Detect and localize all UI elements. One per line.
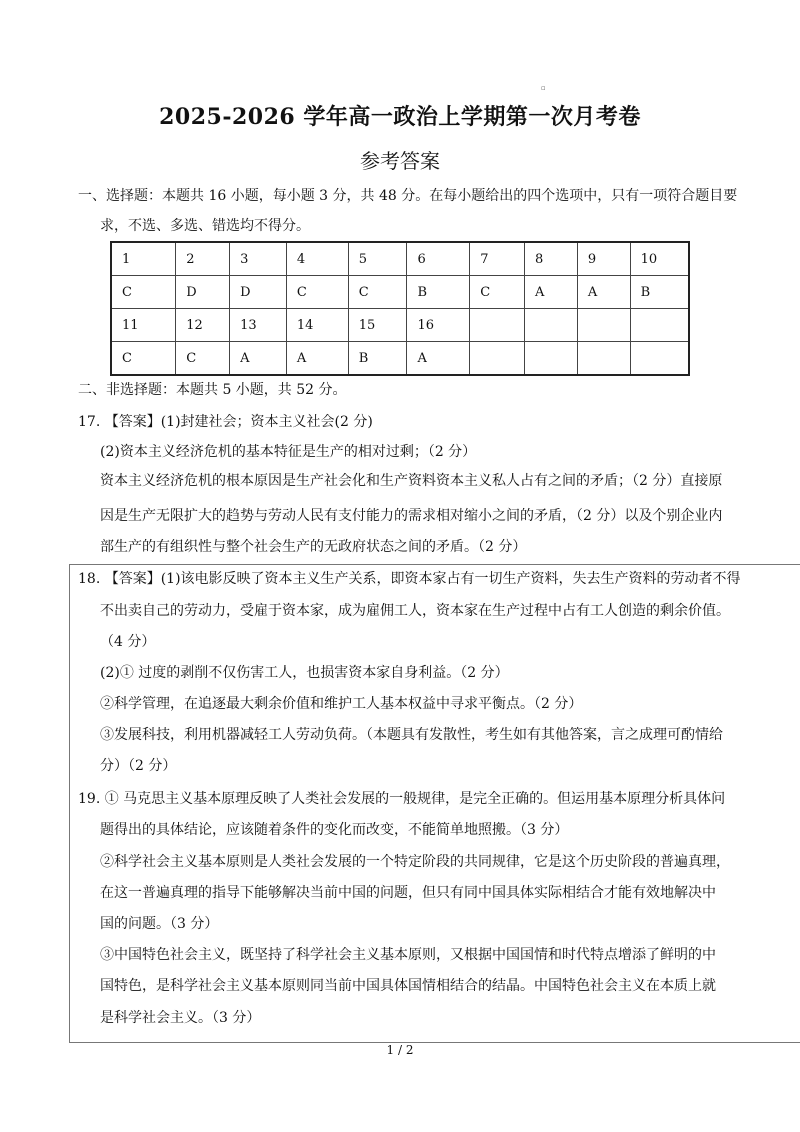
- q18-answer-line: 不出卖自己的劳动力，受雇于资本家，成为雇佣工人，资本家在生产过程中占有工人创造的剩余价值。: [100, 603, 730, 619]
- section1-instructions-line2: 求，不选、多选、错选均不得分。: [100, 218, 310, 234]
- table-cell: 14: [286, 309, 348, 342]
- table-cell: 4: [286, 242, 348, 276]
- table-cell: C: [286, 276, 348, 309]
- q17-answer-line: 部生产的有组织性与整个社会生产的无政府状态之间的矛盾。（2 分）: [100, 539, 527, 555]
- table-cell: 3: [230, 242, 287, 276]
- table-cell: 10: [630, 242, 689, 276]
- table-cell: C: [176, 342, 230, 376]
- q18-answer-line: (2)① 过度的剥削不仅伤害工人，也损害资本家自身利益。（2 分）: [100, 665, 509, 681]
- table-cell: D: [176, 276, 230, 309]
- q18-answer-line: 分）（2 分）: [100, 758, 177, 774]
- q19-answer-line: 在这一普遍真理的指导下能够解决当前中国的问题，但只有同中国具体实际相结合才能有效地解决中: [100, 885, 716, 901]
- table-cell: A: [407, 342, 470, 376]
- table-cell: 6: [407, 242, 470, 276]
- q17-answer-line: 17. 【答案】(1)封建社会；资本主义社会(2 分): [78, 414, 373, 430]
- table-cell: B: [348, 342, 407, 376]
- table-cell: A: [577, 276, 630, 309]
- table-cell: A: [230, 342, 287, 376]
- table-cell: B: [630, 276, 689, 309]
- q19-answer-line: ③中国特色社会主义，既坚持了科学社会主义基本原则，又根据中国国情和时代特点增添了鲜明的中: [100, 947, 716, 963]
- table-cell: C: [348, 276, 407, 309]
- table-cell: 13: [230, 309, 287, 342]
- table-cell: [630, 342, 689, 376]
- table-cell: 11: [111, 309, 176, 342]
- page-title: 2025-2026 学年高一政治上学期第一次月考卷: [159, 104, 641, 130]
- table-cell: 15: [348, 309, 407, 342]
- q18-answer-line: ③发展科技，利用机器减轻工人劳动负荷。（本题具有发散性，考生如有其他答案，言之成理可酌情给: [100, 727, 723, 743]
- table-cell: [470, 342, 525, 376]
- table-cell: 7: [470, 242, 525, 276]
- q19-answer-line: ②科学社会主义基本原则是人类社会发展的一个特定阶段的共同规律，它是这个历史阶段的普遍真理，: [100, 854, 730, 870]
- table-cell: [525, 342, 578, 376]
- q19-answer-line: 是科学社会主义。（3 分）: [100, 1010, 261, 1026]
- table-cell: C: [111, 342, 176, 376]
- table-cell: A: [525, 276, 578, 309]
- table-cell: 1: [111, 242, 176, 276]
- table-cell: [577, 309, 630, 342]
- page-subtitle: 参考答案: [360, 149, 440, 173]
- answer-table: [110, 241, 690, 376]
- table-cell: C: [111, 276, 176, 309]
- table-cell: 9: [577, 242, 630, 276]
- q17-answer-line: (2)资本主义经济危机的基本特征是生产的相对过剩；（2 分）: [100, 444, 477, 460]
- small-mark: ▫: [541, 84, 546, 92]
- q19-answer-line: 19. ① 马克思主义基本原理反映了人类社会发展的一般规律，是完全正确的。但运用基本原理分析具体问: [78, 791, 726, 807]
- q17-answer-line: 因是生产无限扩大的趋势与劳动人民有支付能力的需求相对缩小之间的矛盾，（2 分）以及个别企业内: [100, 508, 723, 524]
- table-cell: 8: [525, 242, 578, 276]
- table-cell: [577, 342, 630, 376]
- section2-heading: 二、非选择题：本题共 5 小题，共 52 分。: [78, 382, 347, 398]
- table-cell: 2: [176, 242, 230, 276]
- q18-answer-line: 18. 【答案】(1)该电影反映了资本主义生产关系，即资本家占有一切生产资料，失去生产资料的劳动者不得: [78, 571, 741, 587]
- q19-answer-line: 国的问题。（3 分）: [100, 916, 219, 932]
- table-row: [111, 276, 689, 309]
- table-cell: 16: [407, 309, 470, 342]
- table-cell: [525, 309, 578, 342]
- table-cell: A: [286, 342, 348, 376]
- q19-answer-line: 题得出的具体结论，应该随着条件的变化而改变，不能简单地照搬。（3 分）: [100, 822, 569, 838]
- q19-answer-line: 国特色，是科学社会主义基本原则同当前中国具体国情相结合的结晶。中国特色社会主义在本质上就: [100, 978, 716, 994]
- table-cell: 5: [348, 242, 407, 276]
- table-row: [111, 242, 689, 276]
- table-cell: B: [407, 276, 470, 309]
- table-cell: D: [230, 276, 287, 309]
- table-row: [111, 342, 689, 376]
- table-row: [111, 309, 689, 342]
- table-cell: C: [470, 276, 525, 309]
- q18-answer-line: ②科学管理，在追逐最大剩余价值和维护工人基本权益中寻求平衡点。（2 分）: [100, 696, 583, 712]
- q17-answer-line: 资本主义经济危机的根本原因是生产社会化和生产资料资本主义私人占有之间的矛盾；（2 分）直接原: [100, 473, 723, 489]
- section1-instructions-line1: 一、选择题：本题共 16 小题，每小题 3 分，共 48 分。在每小题给出的四个选项中，只有一项符合题目要: [78, 188, 738, 204]
- q18-answer-line: （4 分）: [100, 634, 156, 650]
- table-cell: [470, 309, 525, 342]
- table-cell: 12: [176, 309, 230, 342]
- page-number: 1 / 2: [386, 1043, 414, 1057]
- table-cell: [630, 309, 689, 342]
